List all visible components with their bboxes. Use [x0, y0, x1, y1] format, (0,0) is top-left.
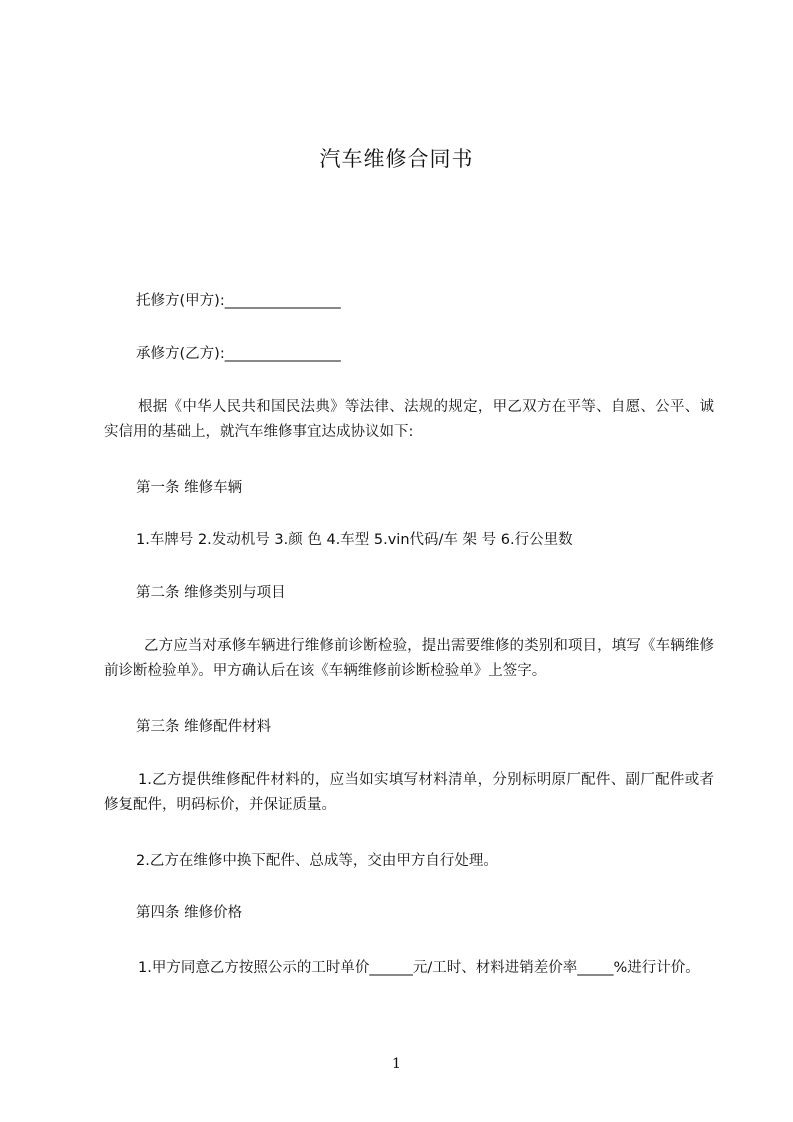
article-3-item-1: 1.乙方提供维修配件材料的，应当如实填写材料清单，分别标明原厂配件、副厂配件或者修复配件，明码标价，并保证质量。 [104, 772, 714, 813]
party-a-line: 托修方(甲方):________________ [136, 293, 341, 309]
document-title: 汽车维修合同书 [319, 147, 474, 171]
article-2-paragraph: 乙方应当对承修车辆进行维修前诊断检验，提出需要维修的类别和项目，填写《车辆维修前诊断检验单》。甲方确认后在该《车辆维修前诊断检验单》上签字。 [104, 638, 714, 679]
intro-paragraph: 根据《中华人民共和国民法典》等法律、法规的规定，甲乙双方在平等、自愿、公平、诚实信用的基础上，就汽车维修事宜达成协议如下: [104, 399, 714, 440]
article-3-item-2: 2.乙方在维修中换下配件、总成等，交由甲方自行处理。 [136, 853, 498, 869]
page-number: 1 [392, 1056, 401, 1072]
article-4-item-1: 1.甲方同意乙方按照公示的工时单价______元/工时、材料进销差价率_____%进行计价。 [138, 960, 700, 976]
article-4-heading: 第四条 维修价格 [136, 905, 243, 921]
article-1-items: 1.车牌号 2.发动机号 3.颜 色 4.车型 5.vin代码/车 架 号 6.行公里数 [136, 532, 573, 548]
party-b-line: 承修方(乙方):________________ [136, 346, 341, 362]
article-1-heading: 第一条 维修车辆 [136, 480, 243, 496]
article-2-heading: 第二条 维修类别与项目 [136, 585, 286, 601]
article-3-heading: 第三条 维修配件材料 [136, 719, 272, 735]
